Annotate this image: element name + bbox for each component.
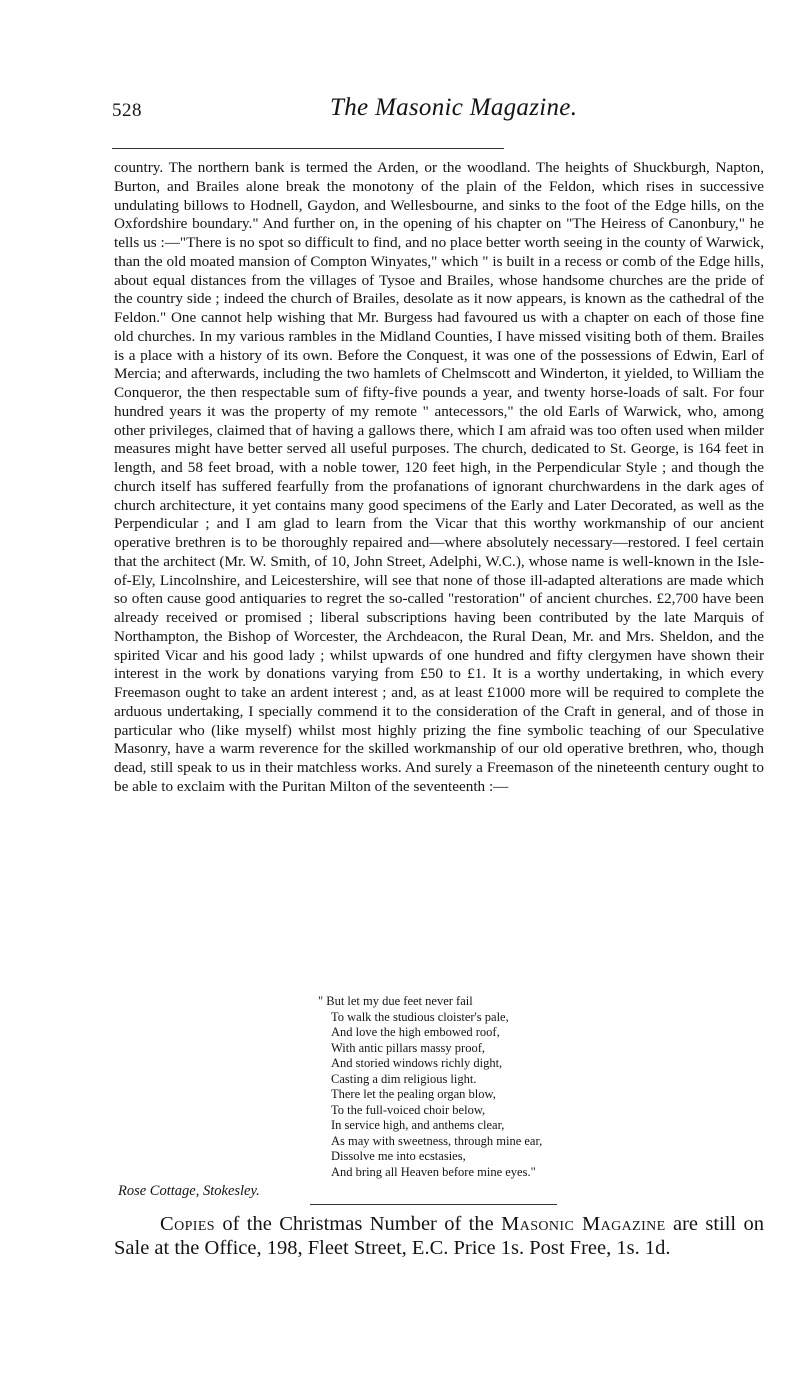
poem-line: To the full-voiced choir below, (331, 1102, 486, 1117)
poem-line: There let the pealing organ blow, (331, 1087, 496, 1101)
poem-quote (318, 994, 542, 1180)
poem-line: In service high, and anthems clear, (331, 1118, 505, 1132)
poem-line: With antic pillars massy proof, (331, 1040, 485, 1055)
header-rule (112, 148, 504, 149)
christmas-number-notice (114, 1212, 764, 1260)
running-title: The Masonic Magazine. (330, 94, 578, 121)
poem-line: " But let my due feet never fail (318, 994, 473, 1008)
notice-magazine-name: Masonic Magazine (501, 1213, 666, 1235)
page-header (112, 94, 758, 134)
page-number: 528 (112, 100, 142, 121)
poem-line: And love the high embowed roof, (331, 1025, 500, 1039)
author-signature: Rose Cottage, Stokesley. (118, 1183, 260, 1199)
poem-line: And storied windows richly dight, (331, 1056, 503, 1070)
notice-text-part: of the Christmas Number of the (214, 1213, 502, 1235)
poem-line: And bring all Heaven before mine eyes." (331, 1164, 536, 1179)
poem-line: As may with sweetness, through mine ear, (331, 1133, 543, 1148)
notice-text-part: are still on Sale at the Office, 198, Fleet Street, E.C. Price 1s. Post Free, 1s. 1d. (114, 1213, 764, 1259)
section-rule (310, 1204, 557, 1205)
poem-line: Dissolve me into ecstasies, (331, 1149, 466, 1163)
article-paragraph: country. The northern bank is termed the Arden, or the woodland. The heights of Shuckburgh, Napton, Burton, and Brailes alone break the monotony of the plain of the Feldon, which rises in successive undulating billows to Hodnell, Gaydon, and Wellesbourne, and sinks to the foot of the Edge hills, on the Oxfordshire boundary." And further on, in the opening of his chapter on "The Heiress of Canonbury," he tells us :—"There is no spot so difficult to find, and no place better worth seeing in the county of Warwick, than the old moated mansion of Compton Winyates," which " is built in a recess or comb of the Edge hills, about equal distances from the villages of Tysoe and Brailes, whose handsome churches are the pride of the country side ; indeed the church of Brailes, desolate as it now appears, is known as the cathedral of the Feldon." One cannot help wishing that Mr. Burgess had favoured us with a chapter on each of those fine old churches. In my various rambles in the Midland Counties, I have missed visiting both of them. Brailes is a place with a history of its own. Before the Conquest, it was one of the possessions of Edwin, Earl of Mercia; and afterwards, including the two hamlets of Chelmscott and Winderton, it yielded, to William the Conqueror, the then respectable sum of fifty-five pounds a year, and twenty horse-loads of salt. For four hundred years it was the property of my remote " antecessors," the old Earls of Warwick, who, among other privileges, claimed that of having a gallows there, which I am afraid was too often used when milder measures might have better served all useful purposes. The church, dedicated to St. George, is 164 feet in length, and 58 feet broad, with a noble tower, 120 feet high, in the Perpendicular Style ; and though the church itself has suffered fearfully from the profanations of ignorant churchwardens in the dark ages of church architecture, it yet contains many good specimens of the Early and Later Decorated, as well as the Perpendicular ; and I am glad to learn from the Vicar that this worthy workmanship of our ancient operative brethren is to be thoroughly repaired and—where absolutely necessary—restored. I feel certain that the architect (Mr. W. Smith, of 10, John Street, Adelphi, W.C.), whose name is well-known in the Isle-of-Ely, Lincolnshire, and Leicestershire, will see that none of those ill-adapted alterations are made which so often cause good antiquaries to regret the so-called "restoration" of ancient churches. £2,700 have been already received or promised ; liberal subscriptions having been contributed by the late Marquis of Northampton, the Bishop of Worcester, the Archdeacon, the Rural Dean, Mr. and Mrs. Sheldon, and the spirited Vicar and his good lady ; whilst upwards of one hundred and fifty clergymen have shown their interest in the work by donations varying from £50 to £1. It is a worthy undertaking, in which every Freemason ought to take an ardent interest ; and, as at least £1000 more will be required to complete the arduous undertaking, I specially commend it to the consideration of the Craft in general, and of those in particular who (like myself) whilst most highly prizing the fine symbolic teaching of our Speculative Masonry, have a warm reverence for the skilled workmanship of our old operative brethren, who, though dead, still speak to us in their matchless works. And surely a Freemason of the nineteenth century ought to be able to exclaim with the Puritan Milton of the seventeenth :— (114, 159, 764, 795)
notice-lead-word: Copies (160, 1213, 215, 1235)
poem-line: To walk the studious cloister's pale, (331, 1009, 509, 1024)
poem-line: Casting a dim religious light. (331, 1071, 477, 1086)
